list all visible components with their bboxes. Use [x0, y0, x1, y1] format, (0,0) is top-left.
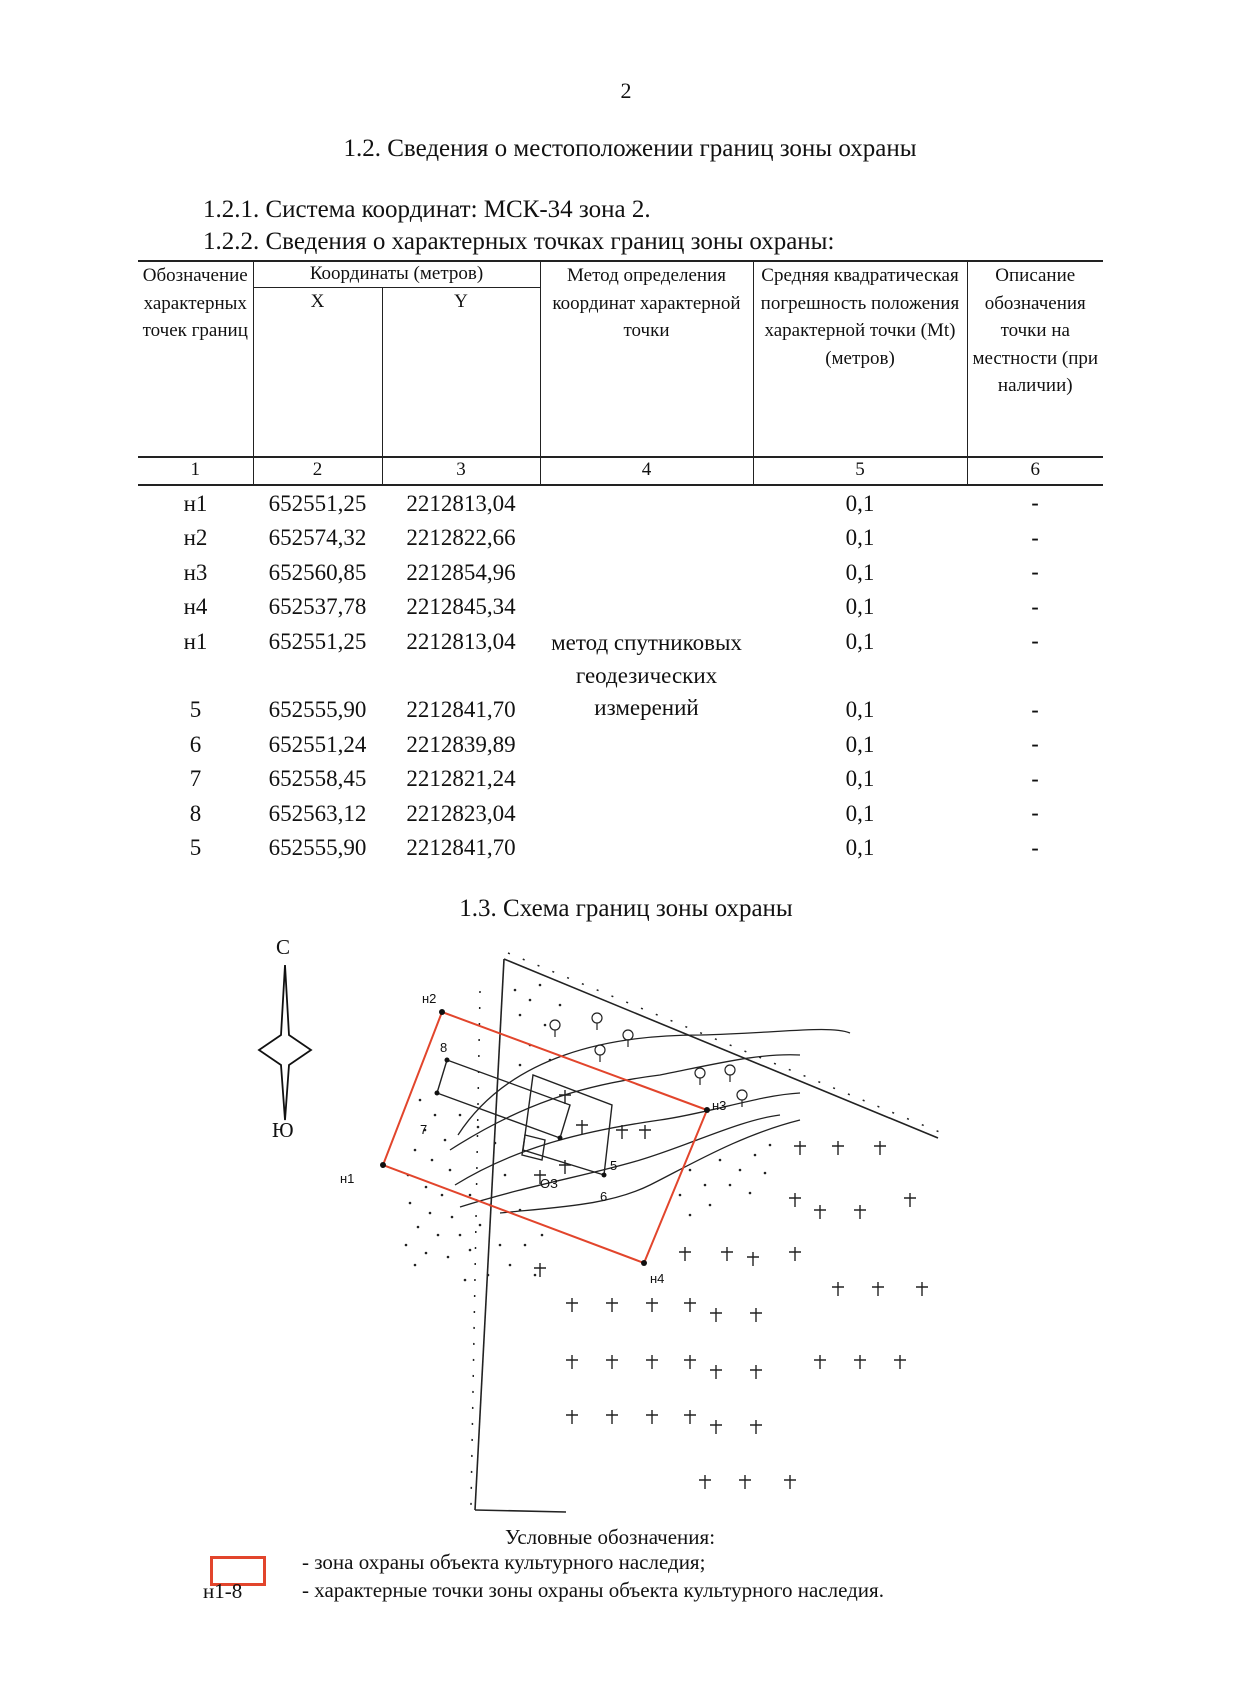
- compass-south-label: Ю: [272, 1118, 294, 1142]
- x-coordinate: 652555,90: [268, 697, 367, 723]
- y-coordinate: 2212821,24: [406, 766, 516, 792]
- column-number: 4: [540, 457, 753, 485]
- error-value: 0,1: [845, 628, 875, 654]
- label-oz: ОЗ: [540, 1176, 558, 1191]
- point-id: н3: [183, 559, 208, 585]
- x-coordinate: 652563,12: [268, 800, 367, 826]
- section-1-2-title: 1.2. Сведения о местоположении границ зоны охраны: [343, 135, 917, 162]
- point-id: н2: [183, 525, 208, 551]
- points-info-line: 1.2.2. Сведения о характерных точках границ зоны охраны:: [203, 228, 835, 255]
- y-coordinate: 2212841,70: [406, 835, 516, 861]
- page-number: 2: [620, 78, 632, 103]
- description-value: -: [1031, 524, 1039, 550]
- y-coordinate: 2212823,04: [406, 800, 516, 826]
- coordinate-system-line: 1.2.1. Система координат: МСК-34 зона 2.: [203, 196, 651, 223]
- point-id: н4: [183, 594, 208, 620]
- boundary-points: [380, 1009, 710, 1266]
- column-number: 5: [753, 457, 967, 485]
- error-value: 0,1: [845, 800, 875, 826]
- compass-north-label: С: [276, 935, 291, 959]
- y-coordinate: 2212813,04: [406, 628, 516, 654]
- column-number: 1: [138, 457, 253, 485]
- y-coordinate: 2212854,96: [406, 559, 516, 585]
- error-value: 0,1: [845, 731, 875, 757]
- description-value: -: [1031, 628, 1039, 654]
- error-value: 0,1: [845, 835, 875, 861]
- header-error: Средняя квадратическая погрешность положения характерной точки (Mt) (метров): [753, 261, 967, 457]
- y-coordinate: 2212813,04: [406, 490, 516, 516]
- error-value: 0,1: [845, 594, 875, 620]
- x-coordinate: 652551,25: [268, 490, 367, 516]
- description-value: -: [1031, 696, 1039, 722]
- x-coordinate: 652551,25: [268, 628, 367, 654]
- column-number: 3: [382, 457, 540, 485]
- x-coordinate: 652560,85: [268, 559, 367, 585]
- legend-points-label: н1-8: [203, 1579, 243, 1603]
- label-point-6: 6: [600, 1189, 608, 1204]
- method-value: метод спутниковых геодезических измерений: [551, 630, 742, 720]
- header-x: X: [253, 287, 382, 457]
- cemetery-crosses: [534, 1090, 928, 1489]
- zone-boundary: [383, 1012, 707, 1263]
- x-coordinate: 652551,24: [268, 731, 367, 757]
- error-value: 0,1: [845, 697, 875, 723]
- description-value: -: [1031, 490, 1039, 516]
- error-value: 0,1: [845, 525, 875, 551]
- dotted-edge: [471, 953, 942, 1505]
- label-n4: н4: [650, 1271, 665, 1286]
- point-id: н1: [183, 628, 208, 654]
- coordinates-table: [138, 260, 1103, 865]
- error-value: 0,1: [845, 490, 875, 516]
- section-1-3-title: 1.3. Схема границ зоны охраны: [459, 895, 793, 922]
- parcel-outline: [475, 959, 938, 1512]
- table-row: [138, 485, 1103, 521]
- contour-lines: [450, 1030, 850, 1213]
- legend-zone-text: - зона охраны объекта культурного наследия;: [302, 1550, 706, 1574]
- description-value: -: [1031, 800, 1039, 826]
- object-rectangle: [437, 1060, 612, 1175]
- y-coordinate: 2212845,34: [406, 594, 516, 620]
- description-value: -: [1031, 593, 1039, 619]
- description-value: -: [1031, 731, 1039, 757]
- x-coordinate: 652555,90: [268, 835, 367, 861]
- point-id: н1: [183, 490, 208, 516]
- label-n1: н1: [340, 1171, 355, 1186]
- column-number: 6: [967, 457, 1103, 485]
- legend-points-text: - характерные точки зоны охраны объекта культурного наследия.: [302, 1578, 884, 1602]
- y-coordinate: 2212839,89: [406, 731, 516, 757]
- label-n2: н2: [422, 991, 437, 1006]
- y-coordinate: 2212841,70: [406, 697, 516, 723]
- header-coordinates: Координаты (метров): [253, 261, 540, 287]
- x-coordinate: 652537,78: [268, 594, 367, 620]
- header-y: Y: [382, 287, 540, 457]
- compass-icon: [255, 960, 315, 1125]
- label-point-7: 7: [420, 1122, 428, 1137]
- x-coordinate: 652574,32: [268, 525, 367, 551]
- header-method: Метод определения координат характерной точки: [540, 261, 753, 457]
- description-value: -: [1031, 559, 1039, 585]
- label-n3: н3: [712, 1098, 727, 1113]
- error-value: 0,1: [845, 559, 875, 585]
- zone-boundary-scheme: [340, 945, 960, 1525]
- description-value: -: [1031, 834, 1039, 860]
- point-id: 6: [189, 731, 202, 757]
- point-id: 5: [189, 835, 202, 861]
- label-point-5: 5: [610, 1158, 618, 1173]
- label-point-8: 8: [440, 1040, 448, 1055]
- point-id: 8: [189, 800, 202, 826]
- description-value: -: [1031, 765, 1039, 791]
- point-id: 5: [189, 697, 202, 723]
- legend-title: Условные обозначения:: [505, 1525, 716, 1549]
- point-id: 7: [189, 766, 202, 792]
- column-number: 2: [253, 457, 382, 485]
- error-value: 0,1: [845, 766, 875, 792]
- x-coordinate: 652558,45: [268, 766, 367, 792]
- header-description: Описание обозначения точки на местности (при наличии): [967, 261, 1103, 457]
- y-coordinate: 2212822,66: [406, 525, 516, 551]
- header-point-designation: Обозначение характерных точек границ: [138, 261, 253, 457]
